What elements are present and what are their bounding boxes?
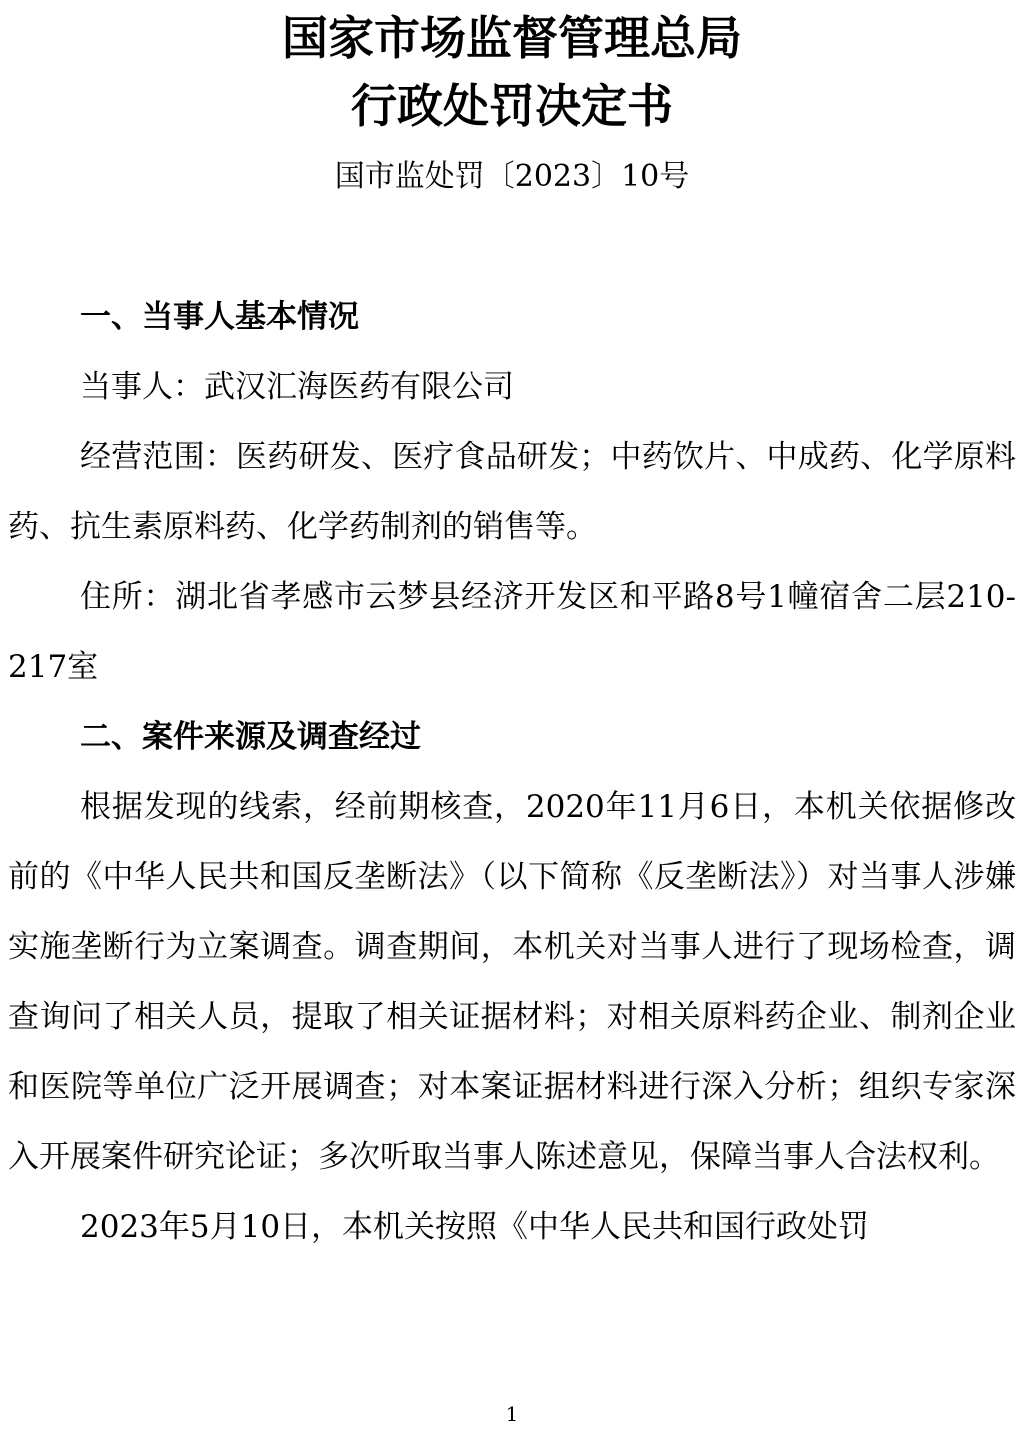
party-name: 当事人：武汉汇海医药有限公司 xyxy=(80,369,514,405)
case-paragraph: 2023年5月10日，本机关按照《中华人民共和国行政处罚 xyxy=(80,1209,870,1245)
document-number: 国市监处罚〔2023〕10号 xyxy=(334,159,690,194)
party-address: 住所：湖北省孝感市云梦县经济开发区和平路8号1幢宿舍二层210-217室 xyxy=(8,579,1016,685)
page-number: 1 xyxy=(505,1402,519,1426)
section-heading-party-info: 一、当事人基本情况 xyxy=(80,299,359,335)
section-heading-case-source: 二、案件来源及调查经过 xyxy=(80,719,421,755)
document-title-line2: 行政处罚决定书 xyxy=(351,79,673,133)
business-scope: 经营范围：医药研发、医疗食品研发；中药饮片、中成药、化学原料药、抗生素原料药、化学药制剂的销售等。 xyxy=(8,439,1016,545)
document-body xyxy=(8,282,1016,1262)
document-title-line1: 国家市场监督管理总局 xyxy=(282,11,742,65)
case-paragraph: 根据发现的线索，经前期核查，2020年11月6日，本机关依据修改前的《中华人民共和国反垄断法》（以下简称《反垄断法》）对当事人涉嫌实施垄断行为立案调查。调查期间，本机关对当事人进行了现场检查，调查询问了相关人员，提取了相关证据材料；对相关原料药企业、制剂企业和医院等单位广泛开展调查；对本案证据材料进行深入分析；组织专家深入开展案件研究论证；多次听取当事人陈述意见，保障当事人合法权利。 xyxy=(8,789,1016,1175)
